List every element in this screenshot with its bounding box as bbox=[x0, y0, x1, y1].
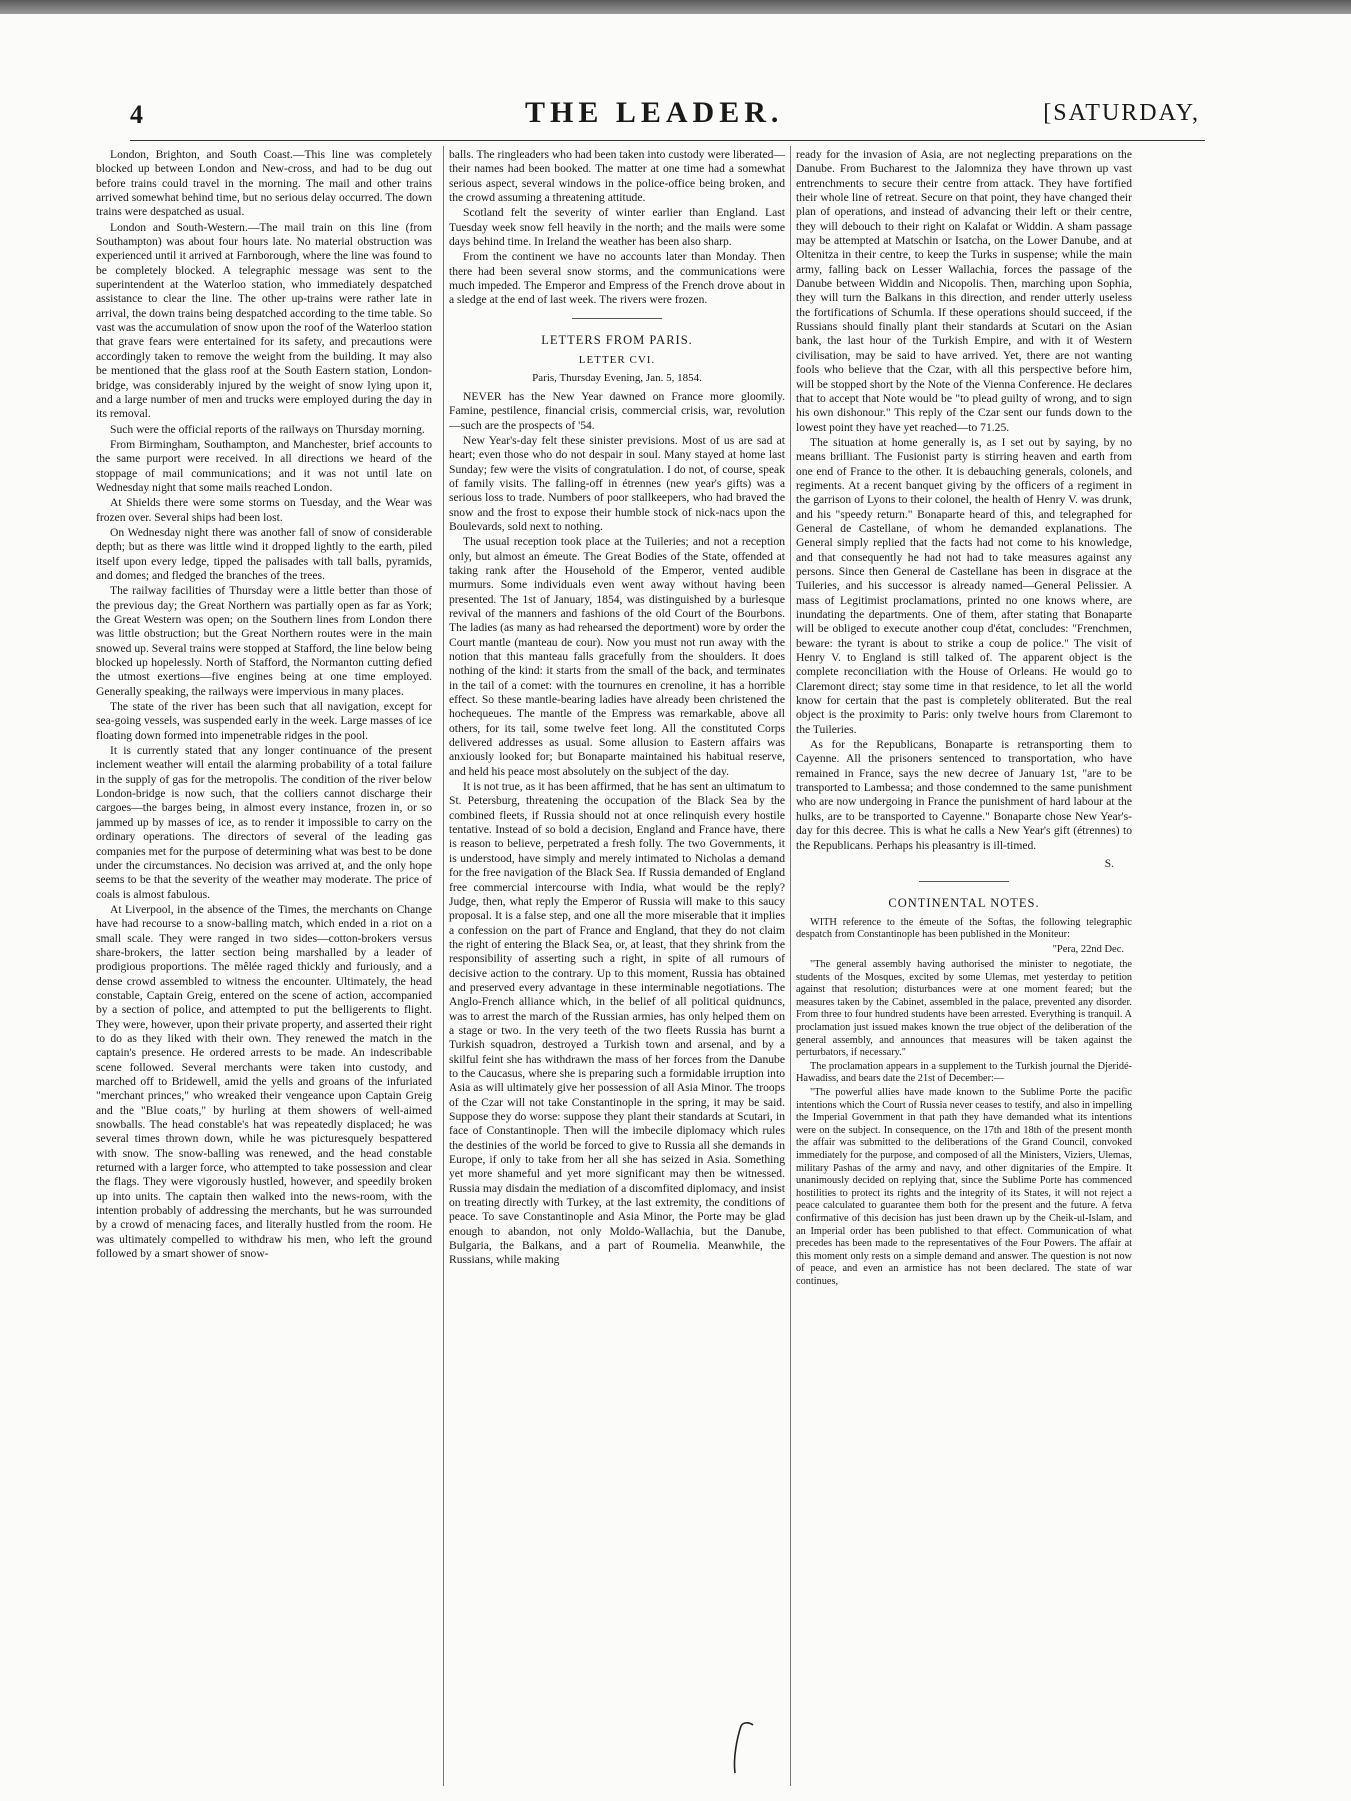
column-divider bbox=[443, 146, 444, 1786]
paragraph: The railway facilities of Thursday were a little better than those of the previous day; the Great Northern was partially open as far as York; the Great Western was open; on the Southern lines from London there was little obstruction; but the Great Northern routes were in the main snowed up. Several trains were stopped at Stafford, the line below being blocked up hopelessly. North of Stafford, the Normanton cutting defied the utmost exertions—five engines being at one time employed. Generally speaking, the railways were impervious in many places. bbox=[96, 584, 432, 698]
page-number: 4 bbox=[130, 100, 143, 129]
despatch-dateline: "Pera, 22nd Dec. bbox=[1052, 943, 1124, 955]
issue-day: [SATURDAY, bbox=[1043, 100, 1200, 126]
paragraph: London, Brighton, and South Coast.—This line was completely blocked up between London and New-cross, and had to be dug out before trains could travel in the morning. The mail and other trains arrived somewhat behind time, but no serious delay occurred. The down trains were despatched as usual. bbox=[96, 148, 432, 219]
paragraph: NEVER has the New Year dawned on France more gloomily. Famine, pestilence, financial crisis, commercial crisis, war, revolution—such are the prospects of '54. bbox=[449, 389, 785, 432]
paragraph: New Year's-day felt these sinister previsions. Most of us are sad at heart; even those who do not despair in soul. Many stayed at home last Sunday; few were the visits of congratulation. I do not, of course, speak of family visits. The falling-off in étrennes (new year's gifts) was a serious loss to trade. Numbers of poor stallkeepers, who had braved the snow and the frost to expose their humble stock of nick-nacs upon the Boulevards, sold next to nothing. bbox=[449, 433, 785, 533]
column-divider bbox=[790, 146, 791, 1786]
page-header bbox=[130, 96, 1200, 136]
pen-mark-icon bbox=[727, 1718, 757, 1778]
paragraph: On Wednesday night there was another fall of snow of considerable depth; but as there was little wind it dropped lightly to the earth, piled itself upon every ledge, tipped the palisades with tall balls, pyramids, and domes; and fledged the branches of the trees. bbox=[96, 525, 432, 582]
column-2 bbox=[449, 148, 785, 1788]
paragraph: At Liverpool, in the absence of the Times, the merchants on Change have had recourse to a snow-balling match, which ended in a riot on a small scale. They were ranged in two sides—cotton-brokers versus share-brokers, the latter section being marshalled by a leader of prodigious proportions. The mêlée raged thickly and furiously, and a dense crowd assembled to witness the encounter. Ultimately, the head constable, Captain Greig, entered on the scene of action, accompanied by a section of police, and attempted to put the belligerents to flight. They were, however, upon their private property, and asserted their right to do as they liked with their own. They renewed the match in the captain's presence. He ordered arrests to be made. An indescribable scene followed. Several merchants were taken into custody, and marched off to Bridewell, amid the yells and groans of the infuriated "merchant princes," who wreaked their vengeance upon Captain Greig and the "Blue coats," by hurling at them showers of well-aimed snowballs. The head constable's hat was repeatedly displaced; he was several times thrown down, while he was picturesquely bespattered with snow. The snow-balling was renewed, and the head constable returned with a larger force, who attempted to take possession and clear the flags. They were vigorously hustled, however, and speedily broken up into units. The captain then walked into the news-room, with the intention probably of addressing the merchants, but he was surrounded by a crowd of menacing faces, and literally hustled from the room. He was ultimately compelled to withdraw his men, who left the ground followed by a smart shower of snow- bbox=[96, 902, 432, 1261]
header-rule bbox=[130, 140, 1205, 141]
paragraph: London and South-Western.—The mail train on this line (from Southampton) was about four hours late. No material obstruction was experienced until it arrived at Farnborough, where the line was found to be completely blocked. A telegraphic message was sent to the superintendent at the Waterloo station, who immediately despatched assistance to clear the line. The other up-trains were rather late in arrival, the down trains being despatched according to the time table. So vast was the accumulation of snow upon the roof of the Waterloo station that grave fears were entertained for its safety, and precautions were accordingly taken to remove the weight from the building. It may also be mentioned that the glass roof at the South Eastern station, London-bridge, was considerably injured by the weight of snow lying upon it, and a large number of men and trucks were employed during the day in its removal. bbox=[96, 220, 432, 421]
paragraph: The situation at home generally is, as I set out by saying, by no means brilliant. The Fusionist party is stirring heaven and earth from one end of France to the other. It is debauching generals, colonels, and regiments. At a recent banquet giving by the officers of a regiment in the garrison of Lyons to their colonel, the health of Henry V. was drunk, and his "speedy return." Bonaparte heard of this, and telegraphed for General de Castellane, of whom he demanded explanations. The General simply replied that the facts had not come to his knowledge, and that consequently he had not had to take measures against any persons. Since then General de Castellane has been in disgrace at the Tuileries, and his successor is already named—General Pelissier. A mass of Legitimist proclamations, printed no one knows where, are inundating the departments. One of them, after stating that Bonaparte will be obliged to execute another coup d'état, concludes: "Frenchmen, beware: the tyrant is about to strike a coup de police." The visit of Henry V. to England is still talked of. The apparent object is the complete reconciliation with the House of Orleans. He would go to Claremont direct; stay some time in that residence, to let all the world know for certain that the past is completely obliterated. But the real object is the proximity to Paris: only twelve hours from Claremont to the Tuileries. bbox=[796, 435, 1132, 736]
section-heading-letters-from-paris: LETTERS FROM PARIS. bbox=[541, 332, 693, 347]
paragraph: At Shields there were some storms on Tuesday, and the Wear was frozen over. Several ships had been lost. bbox=[96, 496, 432, 524]
paragraph: It is not true, as it has been affirmed, that he has sent an ultimatum to St. Petersburg, threatening the occupation of the Black Sea by the combined fleets, if Russia should not at once relinquish every hostile tentative. Instead of so bold a decision, England and France have, there is reason to believe, perpetrated a fresh folly. The two Governments, it is understood, have simply and merely intimated to Nicholas a demand for the free navigation of the Black Sea. If Russia demanded of England free commercial intercourse with India, what would be the reply? Judge, then, what reply the Emperor of Russia will make to this saucy proposal. It is a false step, and one all the more miserable that it implies a confession on the part of France and England, that they do not claim the right of entering the Black Sea, or, at least, that they shrink from the responsibility of asserting such a right, in spite of all rumours of decisive action to the contrary. Up to this moment, Russia has obtained and preserved every advantage in these interminable negotiations. The Anglo-French alliance which, in the belief of all political quidnuncs, was to arrest the march of the Russian armies, has only helped them on a stage or two. In the very teeth of the two fleets Russia has burnt a Turkish squadron, destroyed a Turkish town and arsenal, and by a skilful feint she has withdrawn the mass of her forces from the Danube to the Caucasus, where she is preparing such a formidable irruption into Asia as will ultimately give her possession of all Asia Minor. The troops of the Czar will not take Constantinople in the spring, it may be said. Suppose they do worse: suppose they plant their standards at Scutari, in face of Constantinople. Then will the imbecile diplomacy which rules the destinies of the world be forced to give to Russia all she demands in Europe, if only to take from her all she has seized in Asia. Something yet more shameful and yet more significant may then be witnessed. Russia may disdain the mediation of a discomfited diplomacy, and insist on treating directly with Turkey, at the last extremity, the conditions of peace. To save Constantinople and Asia Minor, the Porte may be glad enough to abandon, not only Moldo-Wallachia, but the Danube, Bulgaria, the Balkans, and a part of Roumelia. Meanwhile, the Russians, while making bbox=[449, 780, 785, 1267]
paragraph: Scotland felt the severity of winter earlier than England. Last Tuesday week snow fell heavily in the north; and the mails were some days behind time. In Ireland the weather has been also sharp. bbox=[449, 206, 785, 249]
paragraph: WITH reference to the émeute of the Softas, the following telegraphic despatch from Constantinople has been published in the Moniteur: bbox=[796, 916, 1132, 941]
paragraph: As for the Republicans, Bonaparte is retransporting them to Cayenne. All the prisoners sentenced to transportation, who have remained in France, says the new decree of January 1st, "are to be transported to Lambessa; and those condemned to the same punishment who are now undergoing in France the punishment of hard labour at the hulks, are to be transported to Cayenne." Bonaparte chose New Year's-day for this decree. This is what he calls a New Year's gift (étrennes) to the Republicans. Perhaps his pleasantry is ill-timed. bbox=[796, 738, 1132, 852]
paragraph: The proclamation appears in a supplement to the Turkish journal the Djeridé-Hawadiss, and bears date the 21st of December:— bbox=[796, 1060, 1132, 1085]
paragraph: ready for the invasion of Asia, are not neglecting preparations on the Danube. From Bucharest to the Jalomniza they have thrown up vast entrenchments to secure their centre from attack. They have fortified their whole line of retreat. Secure on that point, they have changed their plan of operations, and instead of advancing their left or their centre, they will debouch to their right on Kalafat or Widdin. A sham passage may be attempted at Matschin or Isatcha, on the Lower Danube, and at Oltenitza in their centre, to keep the Turks in suspense; while the main army, falling back on Lesser Wallachia, forces the passage of the Danube between Widdin and Nicopolis. Then, marching upon Sophia, they will turn the Balkans in this direction, and render utterly useless the fortifications of Schumla. If these operations should succeed, if the Russians should finally plant their standards at Scutari on the Asian bank, the last hour of the Turkish Empire, and with it of Western civilisation, may be said to have arrived. Yet, there are not wanting fools who believe that the Czar, with all this perspective before him, will be stopped short by the Note of the Vienna Conference. He declares that to accept that Note would be "to plead guilty of wrong, and to sign his own dishonour." This reply of the Czar sent our funds down to the lowest point they have yet reached—to 71.25. bbox=[796, 148, 1132, 434]
letter-dateline: Paris, Thursday Evening, Jan. 5, 1854. bbox=[532, 372, 702, 385]
paragraph: The usual reception took place at the Tuileries; and not a reception only, but almost an émeute. The Great Bodies of the State, offended at taking rank after the Household of the Emperor, vented audible murmurs. Some individuals even went away without having been presented. The 1st of January, 1854, was distinguished by a burlesque revival of the manners and fashions of the old Court of the Bourbons. The ladies (as many as had rehearsed the deportment) wore by order the Court mantle (manteau de cour). Now you must not run away with the notion that this manteau falls gracefully from the shoulders. It does nothing of the kind: it starts from the small of the back, and terminates in the tail of a comet: with the tournures en crenoline, it has a horrible effect. So these mantle-bearing ladies have already been christened the hochequeues. The mantle of the Empress was remarkable, above all others, for its tail, some twelve feet long. All the constituted Corps delivered addresses as usual. Some allusion to Eastern affairs was anxiously looked for; but Bonaparte maintained his habitual reserve, and held his peace most absolutely on the subject of the day. bbox=[449, 535, 785, 778]
letter-signature: S. bbox=[1104, 857, 1114, 870]
section-heading-continental-notes: CONTINENTAL NOTES. bbox=[888, 896, 1040, 911]
letter-number: LETTER CVI. bbox=[578, 354, 656, 367]
column-3 bbox=[796, 148, 1132, 1788]
section-separator bbox=[919, 881, 1009, 882]
paragraph: The state of the river has been such that all navigation, except for sea-going vessels, was suspended early in the week. Large masses of ice floating down formed into impenetrable ridges in the pool. bbox=[96, 700, 432, 742]
section-separator bbox=[572, 318, 662, 319]
paragraph: From Birmingham, Southampton, and Manchester, brief accounts to the same purport were received. In all directions we heard of the stoppage of mail communications; and it was not until late on Wednesday night that some mails reached London. bbox=[96, 437, 432, 494]
quoted-proclamation: "The powerful allies have made known to the Sublime Porte the pacific intentions which the Court of Russia never ceases to testify, and also in impelling the Imperial Government in that path they have demanded what its intentions were on the subject. In consequence, on the 17th and 18th of the present month the affair was submitted to the deliberations of the Grand Council, convoked immediately for the purpose, and composed of all the Ministers, Viziers, Ulemas, military Pashas of the army and navy, and other dignitaries of the Empire. It unanimously decided on replying that, since the Sublime Porte has commenced hostilities to protect its rights and the integrity of its States, it will not reject a peace calculated to guarantee them both for the present and the future. A fetva confirmative of this decision has just been drawn up by the Cheik-ul-Islam, and an Imperial order has been published to that effect. Communication of what precedes has been made to the representatives of the Four Powers. The affair at this moment only rests on a simple demand and answer. The question is not now of peace, and even an armistice has not been declared. The state of war continues, bbox=[796, 1087, 1132, 1287]
paragraph: From the continent we have no accounts later than Monday. Then there had been several snow storms, and the communications were much impeded. The Emperor and Empress of the French drove about in a sledge at the end of last week. The rivers were frozen. bbox=[449, 250, 785, 307]
scan-top-band bbox=[0, 0, 1351, 14]
quoted-despatch: "The general assembly having authorised the minister to negotiate, the students of the Mosques, excited by some Ulemas, met yesterday to petition against that resolution; disturbances were at one moment feared; but the measures taken by the Cabinet, assembled in the palace, prevented any disorder. From three to four hundred students have been arrested. Everything is tranquil. A proclamation just issued makes known the true object of the deliberation of the general assembly, and announces that measures will be taken against the perturbators, if necessary." bbox=[796, 959, 1132, 1059]
masthead-title: THE LEADER. bbox=[525, 96, 784, 129]
paragraph: balls. The ringleaders who had been taken into custody were liberated—their names had been booked. The matter at one time had a somewhat serious aspect, several windows in the police-office being broken, and the crowd assuming a threatening attitude. bbox=[449, 148, 785, 205]
column-1 bbox=[96, 148, 432, 1788]
paragraph: It is currently stated that any longer continuance of the present inclement weather will entail the alarming probability of a total failure in the supply of gas for the metropolis. The condition of the river below London-bridge is now such, that the colliers cannot discharge their cargoes—the barges being, in almost every instance, frozen in, or so jammed up by masses of ice, as to render it impossible to carry on the ordinary operations. The directors of several of the leading gas companies met for the purpose of determining what was best to be done under the circumstances. No decision was arrived at, and the only hope seems to be that the severity of the weather may moderate. The price of coals is almost fabulous. bbox=[96, 744, 432, 901]
paragraph: Such were the official reports of the railways on Thursday morning. bbox=[110, 422, 425, 436]
